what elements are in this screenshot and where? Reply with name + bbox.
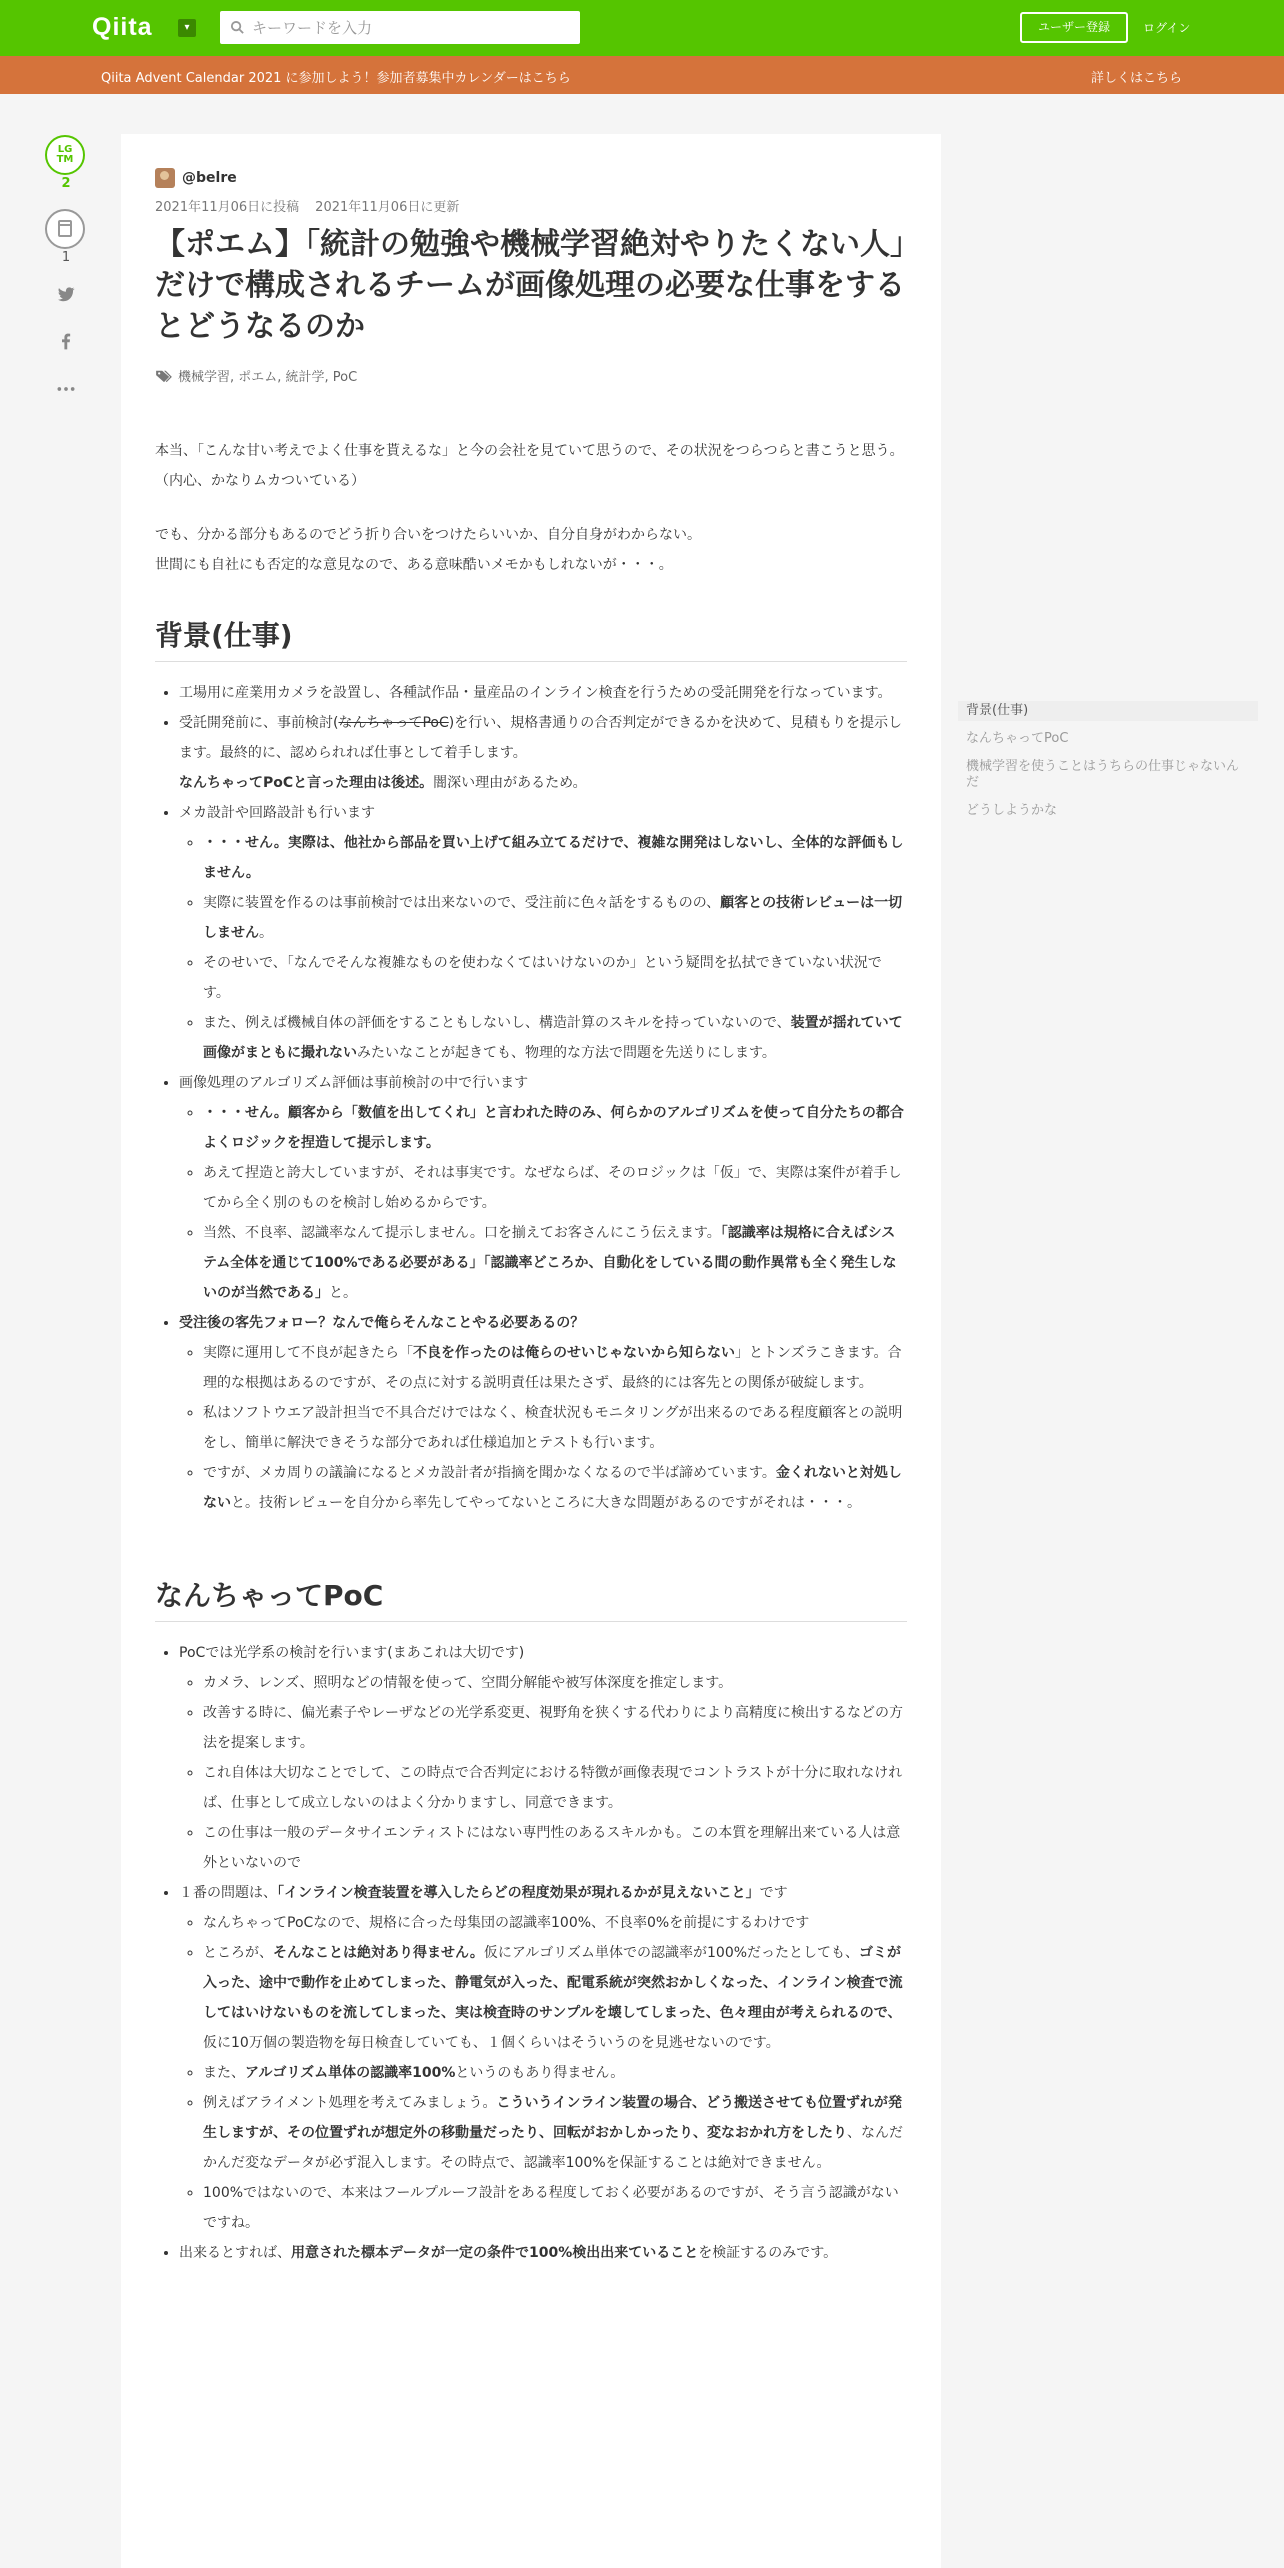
- tag-list: [155, 366, 357, 385]
- toc-item[interactable]: 機械学習を使うことはうちらの仕事じゃないんだ: [966, 759, 1240, 790]
- background-list: [155, 678, 907, 1518]
- list-item: ◦ なんちゃってPoCなので、規格に合った母集団の認識率100%、不良率0%を前提にするわけです: [203, 1908, 907, 1938]
- toc-item[interactable]: なんちゃってPoC: [966, 731, 1069, 746]
- twitter-icon[interactable]: [56, 284, 76, 304]
- toc-item[interactable]: 背景(仕事): [958, 701, 1258, 721]
- list-item: ◦ 例えばアライメント処理を考えてみましょう。こういうインライン装置の場合、どう搬送させても位置ずれが発生しますが、その位置ずれが想定外の移動量だったり、回転がおかしかったり、変なおかれ方をしたり、なんだかんだ変なデータが必ず混入します。その時点で、認識率100%を保証することは絶対できません。: [203, 2088, 907, 2178]
- list-item: ◦ また、アルゴリズム単体の認識率100%というのもあり得ません。: [203, 2058, 907, 2088]
- facebook-icon[interactable]: [56, 331, 76, 351]
- heading-background: 背景(仕事): [155, 616, 907, 662]
- lgtm-count: 2: [61, 176, 71, 191]
- list-item: • 受注後の客先フォロー？なんで俺らそんなことやる必要あるの？ ◦ 実際に運用して不良が起きたら「不良を作ったのは俺らのせいじゃないから知らない」とトンズラこきます。合理的な根拠はあるのですが、その点に対する説明責任は果たさず、最終的には客先との関係が破綻します。 ◦ 私はソフトウエア設計担当で不具合だけではなく、検査状況もモニタリングが出来るのである程度顧客との説明をし、簡単に解決できそうな部分であれば仕様追加とテストも行います。 ◦ ですが、メカ周りの議論になるとメカ設計者が指摘を聞かなくなるので半ば諦めています。金くれないと対処しないと。技術レビューを自分から率先してやってないところに大きな問題があるのですがそれは・・・。: [179, 1308, 907, 1518]
- article-body: [155, 436, 907, 2268]
- list-item: • 出来るとすれば、用意された標本データが一定の条件で100%検出出来ていることを検証するのみです。: [179, 2238, 907, 2268]
- list-item: ◦ ・・・せん。顧客から「数値を出してくれ」と言われた時のみ、何らかのアルゴリズムを使って自分たちの都合よくロジックを捏造して提示します。: [203, 1098, 907, 1158]
- qiita-logo[interactable]: Qiita: [92, 13, 153, 41]
- global-header: [0, 0, 1284, 56]
- intro-1: 本当、「こんな甘い考えでよく仕事を貰えるな」と今の会社を見ていて思うので、その状況をつらつらと書こうと思う。: [155, 443, 904, 459]
- list-item: ◦ また、例えば機械自体の評価をすることもしないし、構造計算のスキルを持っていないので、装置が揺れていて画像がまともに撮れないみたいなことが起きても、物理的な方法で問題を先送りにします。: [203, 1008, 907, 1068]
- more-icon[interactable]: [56, 379, 76, 399]
- tag-icon: [155, 369, 173, 383]
- list-item: ◦ そのせいで、「なんでそんな複雑なものを使わなくてはいけないのか」という疑問を払拭できていない状況です。: [203, 948, 907, 1008]
- list-item: ◦ ところが、そんなことは絶対あり得ません。仮にアルゴリズム単体での認識率が100%だったとしても、ゴミが入った、途中で動作を止めてしまった、静電気が入った、配電系統が突然おかしくなった、インライン検査で流してはいけないものを流してしまった、実は検査時のサンプルを壊してしまった、色々理由が考えられるので、仮に10万個の製造物を毎日検査していても、１個くらいはそういうのを見逃せないのです。: [203, 1938, 907, 2058]
- list-item: • メカ設計や回路設計も行います ◦ ・・・せん。実際は、他社から部品を買い上げて組み立てるだけで、複雑な開発はしないし、全体的な評価もしません。 ◦ 実際に装置を作るのは事前検討では出来ないので、受注前に色々話をするものの、顧客との技術レビューは一切しません。 ◦ そのせいで、「なんでそんな複雑なものを使わなくてはいけないのか」という疑問を払拭できていない状況です。 ◦ また、例えば機械自体の評価をすることもしないし、構造計算のスキルを持っていないので、装置が揺れていて画像がまともに撮れないみたいなことが起きても、物理的な方法で問題を先送りにします。: [179, 798, 907, 1068]
- article-card: [121, 134, 941, 2568]
- list-item: ◦ カメラ、レンズ、照明などの情報を使って、空間分解能や被写体深度を推定します。: [203, 1668, 907, 1698]
- posted-date: 2021年11月06日に投稿: [155, 200, 300, 215]
- lgtm-button[interactable]: LG TM: [45, 135, 85, 175]
- banner-link[interactable]: 詳しくはこちら: [1091, 71, 1183, 86]
- list-item: ◦ ですが、メカ周りの議論になるとメカ設計者が指摘を聞かなくなるので半ば諦めています。金くれないと対処しないと。技術レビューを自分から率先してやってないところに大きな問題があるのですがそれは・・・。: [203, 1458, 907, 1518]
- list-item: ◦ この仕事は一般のデータサイエンティストにはない専門性のあるスキルかも。この本質を理解出来ている人は意外といないので: [203, 1818, 907, 1878]
- list-item: • 工場用に産業用カメラを設置し、各種試作品・量産品のインライン検査を行うための受託開発を行なっています。: [179, 678, 907, 708]
- chevron-down-icon[interactable]: ▾: [178, 19, 196, 37]
- list-item: ◦ 私はソフトウエア設計担当で不具合だけではなく、検査状況もモニタリングが出来るのである程度顧客との説明をし、簡単に解決できそうな部分であれば仕様追加とテストも行います。: [203, 1398, 907, 1458]
- list-item: ◦ ・・・せん。実際は、他社から部品を買い上げて組み立てるだけで、複雑な開発はしないし、全体的な評価もしません。: [203, 828, 907, 888]
- updated-date: 2021年11月06日に更新: [315, 200, 460, 215]
- list-item: ◦ あえて捏造と誇大していますが、それは事実です。なぜならば、そのロジックは「仮」で、実際は案件が着手してから全く別のものを検討し始めるからです。: [203, 1158, 907, 1218]
- stock-count: 1: [61, 250, 71, 265]
- poc-list: [155, 1638, 907, 2268]
- search-box: [220, 11, 580, 44]
- article-dates: [155, 196, 459, 215]
- author-name[interactable]: @belre: [182, 170, 237, 186]
- list-item: ◦ 改善する時に、偏光素子やレーザなどの光学系変更、視野角を狭くする代わりにより高精度に検出するなどの方法を提案します。: [203, 1698, 907, 1758]
- list-item: ◦ 100%ではないので、本来はフールプルーフ設計をある程度しておく必要があるのですが、そう言う認識がないですね。: [203, 2178, 907, 2238]
- list-item: • 画像処理のアルゴリズム評価は事前検討の中で行います ◦ ・・・せん。顧客から「数値を出してくれ」と言われた時のみ、何らかのアルゴリズムを使って自分たちの都合よくロジックを捏造して提示します。 ◦ あえて捏造と誇大していますが、それは事実です。なぜならば、そのロジックは「仮」で、実際は案件が着手してから全く別のものを検討し始めるからです。 ◦ 当然、不良率、認識率なんて提示しません。口を揃えてお客さんにこう伝えます。「認識率は規格に合えばシステム全体を通じて100%である必要がある」「認識率どころか、自動化をしている間の動作異常も全く発生しないのが当然である」と。: [179, 1068, 907, 1308]
- list-item: • 受託開発前に、事前検討(なんちゃってPoC)を行い、規格書通りの合否判定ができるかを決めて、見積もりを提示します。最終的に、認められれば仕事として着手します。 なんちゃってPoCと言った理由は後述。闇深い理由があるため。: [179, 708, 907, 798]
- search-input[interactable]: [252, 15, 572, 40]
- stock-button[interactable]: [45, 209, 85, 249]
- list-item: ◦ 当然、不良率、認識率なんて提示しません。口を揃えてお客さんにこう伝えます。「認識率は規格に合えばシステム全体を通じて100%である必要がある」「認識率どころか、自動化をしている間の動作異常も全く発生しないのが当然である」と。: [203, 1218, 907, 1308]
- intro-2: （内心、かなりムカついている）: [155, 473, 365, 489]
- list-item: • １番の問題は、「インライン検査装置を導入したらどの程度効果が現れるかが見えないこと」です ◦ なんちゃってPoCなので、規格に合った母集団の認識率100%、不良率0%を前提にするわけです ◦ ところが、そんなことは絶対あり得ません。仮にアルゴリズム単体での認識率が100%だったとしても、ゴミが入った、途中で動作を止めてしまった、静電気が入った、配電系統が突然おかしくなった、インライン検査で流してはいけないものを流してしまった、実は検査時のサンプルを壊してしまった、色々理由が考えられるので、仮に10万個の製造物を毎日検査していても、１個くらいはそういうのを見逃せないのです。 ◦ また、アルゴリズム単体の認識率100%というのもあり得ません。 ◦ 例えばアライメント処理を考えてみましょう。こういうインライン装置の場合、どう搬送させても位置ずれが発生しますが、その位置ずれが想定外の移動量だったり、回転がおかしかったり、変なおかれ方をしたり、なんだかんだ変なデータが必ず混入します。その時点で、認識率100%を保証することは絶対できません。 ◦ 100%ではないので、本来はフールプルーフ設計をある程度しておく必要があるのですが、そう言う認識がないですね。: [179, 1878, 907, 2238]
- list-item: • PoCでは光学系の検討を行います(まあこれは大切です) ◦ カメラ、レンズ、照明などの情報を使って、空間分解能や被写体深度を推定します。 ◦ 改善する時に、偏光素子やレーザなどの光学系変更、視野角を狭くする代わりにより高精度に検出するなどの方法を提案します。 ◦ これ自体は大切なことでして、この時点で合否判定における特徴が画像表現でコントラストが十分に取れなければ、仕事として成立しないのはよく分かりますし、同意できます。 ◦ この仕事は一般のデータサイエンティストにはない専門性のあるスキルかも。この本質を理解出来ている人は意外といないので: [179, 1638, 907, 1878]
- stock-icon: [47, 211, 83, 247]
- intro-4: 世間にも自社にも否定的な意見なので、ある意味酷いメモかもしれないが・・・。: [155, 557, 673, 573]
- tags[interactable]: 機械学習, ポエム, 統計学, PoC: [178, 370, 358, 385]
- avatar[interactable]: [155, 168, 175, 188]
- login-link[interactable]: ログイン: [1143, 21, 1191, 35]
- advent-banner: [0, 56, 1284, 94]
- banner-text[interactable]: Qiita Advent Calendar 2021 に参加しよう！参加者募集中カレンダーはこちら: [101, 71, 571, 86]
- list-item: ◦ 実際に運用して不良が起きたら「不良を作ったのは俺らのせいじゃないから知らない」とトンズラこきます。合理的な根拠はあるのですが、その点に対する説明責任は果たさず、最終的には客先との関係が破綻します。: [203, 1338, 907, 1398]
- heading-poc: なんちゃってPoC: [155, 1576, 907, 1622]
- article-title: 【ポエム】「統計の勉強や機械学習絶対やりたくない人」だけで構成されるチームが画像処理の必要な仕事をするとどうなるのか: [155, 227, 905, 344]
- table-of-contents: [958, 701, 1258, 829]
- search-icon: [230, 20, 245, 35]
- signup-button[interactable]: ユーザー登録: [1020, 12, 1128, 43]
- intro-3: でも、分かる部分もあるのでどう折り合いをつけたらいいか、自分自身がわからない。: [155, 527, 701, 543]
- list-item: ◦ 実際に装置を作るのは事前検討では出来ないので、受注前に色々話をするものの、顧客との技術レビューは一切しません。: [203, 888, 907, 948]
- toc-item[interactable]: どうしようかな: [966, 803, 1058, 818]
- list-item: ◦ これ自体は大切なことでして、この時点で合否判定における特徴が画像表現でコントラストが十分に取れなければ、仕事として成立しないのはよく分かりますし、同意できます。: [203, 1758, 907, 1818]
